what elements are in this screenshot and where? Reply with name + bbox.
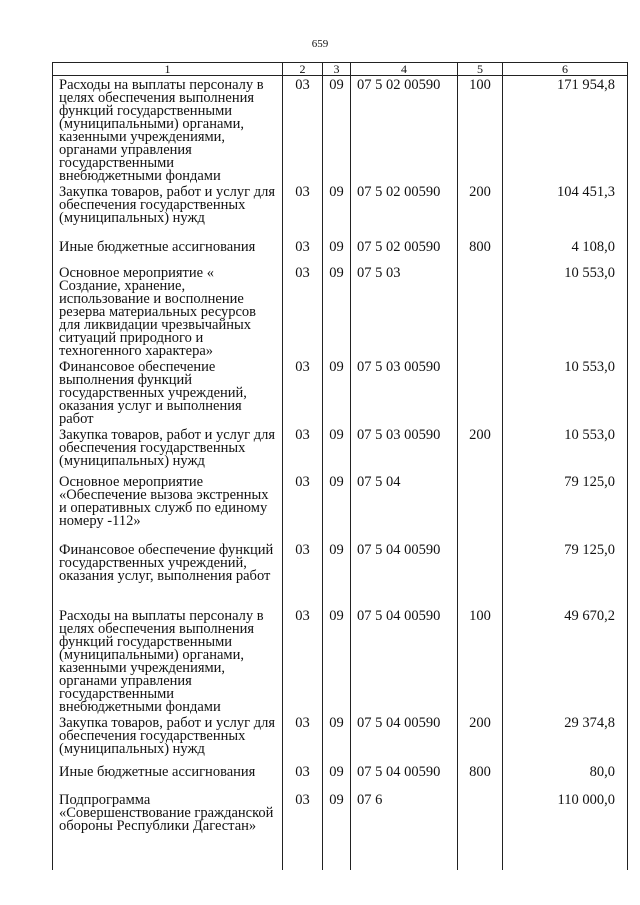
row-target-code: 07 5 02 00590 bbox=[351, 76, 458, 184]
row-expense-type: 100 bbox=[458, 607, 503, 714]
row-subsection: 09 bbox=[323, 358, 351, 426]
row-target-code: 07 5 03 00590 bbox=[351, 426, 458, 473]
row-subsection: 09 bbox=[323, 763, 351, 791]
row-section: 03 bbox=[283, 358, 323, 426]
row-subsection: 09 bbox=[323, 183, 351, 238]
table-row bbox=[53, 358, 628, 426]
table-row bbox=[53, 426, 628, 473]
row-expense-type bbox=[458, 358, 503, 426]
table-row bbox=[53, 473, 628, 541]
row-subsection: 09 bbox=[323, 264, 351, 358]
row-section: 03 bbox=[283, 76, 323, 184]
table-row bbox=[53, 791, 628, 839]
row-name: Финансовое обеспечение функций государственных учреждений, оказания услуг, выполнения работ bbox=[53, 541, 283, 607]
row-amount: 49 670,2 bbox=[503, 607, 628, 714]
row-amount: 4 108,0 bbox=[503, 238, 628, 264]
row-target-code: 07 5 03 bbox=[351, 264, 458, 358]
row-expense-type: 200 bbox=[458, 426, 503, 473]
row-amount: 110 000,0 bbox=[503, 791, 628, 839]
table-row bbox=[53, 714, 628, 763]
table-body bbox=[53, 76, 628, 871]
row-target-code: 07 5 02 00590 bbox=[351, 183, 458, 238]
row-target-code: 07 5 04 00590 bbox=[351, 607, 458, 714]
row-section: 03 bbox=[283, 426, 323, 473]
row-section: 03 bbox=[283, 763, 323, 791]
row-amount: 79 125,0 bbox=[503, 541, 628, 607]
row-target-code: 07 5 04 00590 bbox=[351, 714, 458, 763]
column-header-5: 5 bbox=[458, 63, 503, 76]
row-section: 03 bbox=[283, 791, 323, 839]
row-name: Расходы на выплаты персоналу в целях обеспечения выполнения функций государственными (муниципальными) органами, казенными учреждениями, органами управления государственными внебюджетными фондами bbox=[53, 607, 283, 714]
row-amount: 80,0 bbox=[503, 763, 628, 791]
row-subsection: 09 bbox=[323, 791, 351, 839]
column-header-3: 3 bbox=[323, 63, 351, 76]
row-subsection: 09 bbox=[323, 607, 351, 714]
row-name: Расходы на выплаты персоналу в целях обеспечения выполнения функций государственными (муниципальными) органами, казенными учреждениями, органами управления государственными внебюджетными фондами bbox=[53, 76, 283, 184]
row-expense-type bbox=[458, 791, 503, 839]
row-section: 03 bbox=[283, 714, 323, 763]
row-section: 03 bbox=[283, 541, 323, 607]
row-name: Закупка товаров, работ и услуг для обеспечения государственных (муниципальных) нужд bbox=[53, 426, 283, 473]
row-target-code: 07 5 04 00590 bbox=[351, 763, 458, 791]
page-number: 659 bbox=[311, 38, 329, 50]
budget-table bbox=[52, 62, 628, 870]
row-expense-type: 800 bbox=[458, 238, 503, 264]
row-target-code: 07 5 02 00590 bbox=[351, 238, 458, 264]
row-amount: 29 374,8 bbox=[503, 714, 628, 763]
table-header-row bbox=[53, 63, 628, 76]
row-subsection: 09 bbox=[323, 76, 351, 184]
row-amount: 10 553,0 bbox=[503, 358, 628, 426]
row-expense-type: 800 bbox=[458, 763, 503, 791]
row-subsection: 09 bbox=[323, 426, 351, 473]
row-section: 03 bbox=[283, 264, 323, 358]
row-expense-type bbox=[458, 541, 503, 607]
row-expense-type: 100 bbox=[458, 76, 503, 184]
row-name: Подпрограмма «Совершенствование гражданской обороны Республики Дагестан» bbox=[53, 791, 283, 839]
row-amount: 10 553,0 bbox=[503, 264, 628, 358]
row-expense-type: 200 bbox=[458, 714, 503, 763]
table-row bbox=[53, 264, 628, 358]
row-name: Финансовое обеспечение выполнения функций государственных учреждений, оказания услуг и выполнения работ bbox=[53, 358, 283, 426]
row-subsection: 09 bbox=[323, 714, 351, 763]
row-expense-type: 200 bbox=[458, 183, 503, 238]
row-target-code: 07 5 04 bbox=[351, 473, 458, 541]
column-header-6: 6 bbox=[503, 63, 628, 76]
row-subsection: 09 bbox=[323, 238, 351, 264]
row-section: 03 bbox=[283, 183, 323, 238]
table-row bbox=[53, 541, 628, 607]
row-name: Основное мероприятие «Обеспечение вызова экстренных и оперативных служб по единому номеру -112» bbox=[53, 473, 283, 541]
row-target-code: 07 6 bbox=[351, 791, 458, 839]
row-amount: 79 125,0 bbox=[503, 473, 628, 541]
row-name: Закупка товаров, работ и услуг для обеспечения государственных (муниципальных) нужд bbox=[53, 714, 283, 763]
column-header-2: 2 bbox=[283, 63, 323, 76]
row-amount: 171 954,8 bbox=[503, 76, 628, 184]
table-row bbox=[53, 763, 628, 791]
table-row bbox=[53, 183, 628, 238]
column-header-1: 1 bbox=[53, 63, 283, 76]
table-row bbox=[53, 607, 628, 714]
row-target-code: 07 5 04 00590 bbox=[351, 541, 458, 607]
row-section: 03 bbox=[283, 473, 323, 541]
row-name: Иные бюджетные ассигнования bbox=[53, 238, 283, 264]
row-subsection: 09 bbox=[323, 473, 351, 541]
row-expense-type bbox=[458, 473, 503, 541]
row-amount: 104 451,3 bbox=[503, 183, 628, 238]
row-subsection: 09 bbox=[323, 541, 351, 607]
row-target-code: 07 5 03 00590 bbox=[351, 358, 458, 426]
row-amount: 10 553,0 bbox=[503, 426, 628, 473]
table-filler-row bbox=[53, 839, 628, 870]
row-section: 03 bbox=[283, 238, 323, 264]
row-expense-type bbox=[458, 264, 503, 358]
row-name: Иные бюджетные ассигнования bbox=[53, 763, 283, 791]
column-header-4: 4 bbox=[351, 63, 458, 76]
table-row bbox=[53, 238, 628, 264]
row-name: Основное мероприятие « Создание, хранение, использование и восполнение резерва материальных ресурсов для ликвидации чрезвычайных ситуаций природного и техногенного характера» bbox=[53, 264, 283, 358]
row-section: 03 bbox=[283, 607, 323, 714]
table-row bbox=[53, 76, 628, 184]
row-name: Закупка товаров, работ и услуг для обеспечения государственных (муниципальных) нужд bbox=[53, 183, 283, 238]
